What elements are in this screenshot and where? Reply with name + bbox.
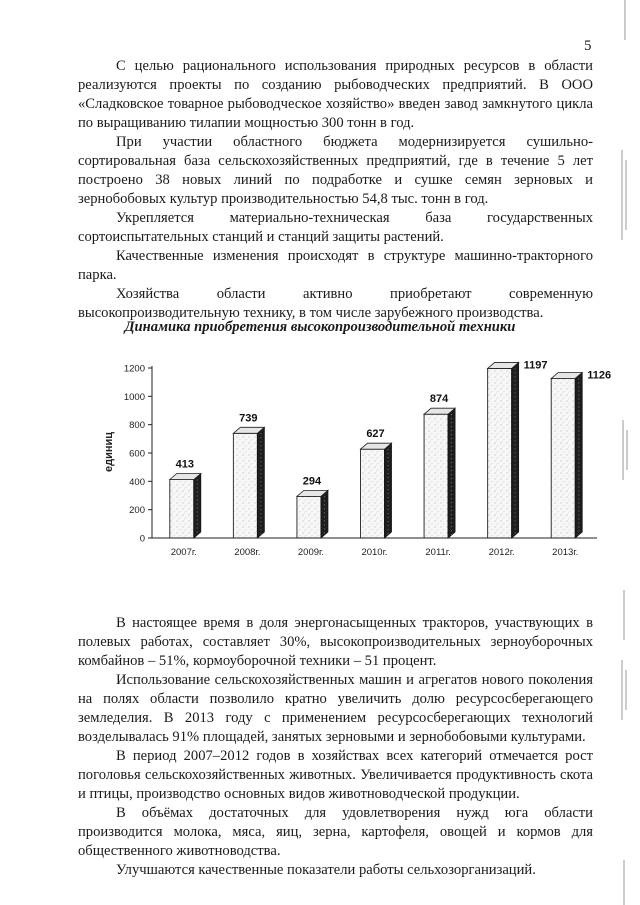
bar	[170, 458, 201, 538]
bar-front	[488, 368, 512, 538]
bar	[233, 412, 264, 538]
paragraph: С целью рационального использования природных ресурсов в области реализуются проекты по созданию рыбоводческих предприятий. В ООО «Сладковское товарное рыбоводческое хозяйство» введен завод замкнутого цикла по выращиванию тилапии мощностью 300 тонн в год.	[78, 58, 593, 131]
y-tick-label: 400	[129, 476, 145, 488]
paragraph: Хозяйства области активно приобретают современную высокопроизводительную технику, в том числе зарубежного производства.	[78, 286, 593, 321]
paragraph: Использование сельскохозяйственных машин и агрегатов нового поколения на полях области позволило кратно увеличить долю ресурсосберегающего земледелия. В 2013 году с применением ресурсосберегающих технологий возделывалась 91% площадей, занятых зерновыми и зернобобовыми культурами.	[78, 672, 593, 745]
bar	[361, 428, 392, 538]
data-label: 739	[239, 412, 258, 425]
x-tick-label: 2012г.	[488, 547, 515, 558]
y-tick-label: 800	[129, 420, 145, 432]
paragraph: В объёмах достаточных для удовлетворения нужд юга области производится молока, мяса, яиц, зерна, картофеля, овощей и кормов для общественного животноводства.	[78, 805, 593, 859]
data-label: 874	[429, 393, 449, 406]
bar	[424, 393, 455, 538]
bar-front	[551, 378, 575, 538]
y-tick-label: 1000	[123, 391, 145, 403]
y-tick-label: 0	[139, 533, 145, 545]
paragraph: При участии областного бюджета модернизируется сушильно-сортировальная база сельскохозяйственных предприятий, где в течение 5 лет построено 38 новых линий по подработке и сушке семян зерновых и зернобобовых культур производительностью 54,8 тыс. тонн в год.	[78, 134, 593, 207]
scan-edge-artifact	[619, 0, 631, 905]
paragraph: Качественные изменения происходят в структуре машинно-тракторного парка.	[78, 248, 593, 283]
bar-front	[233, 433, 257, 538]
data-label: 627	[366, 428, 385, 441]
data-label: 294	[302, 475, 322, 488]
y-tick-label: 1200	[123, 363, 145, 375]
data-label: 1126	[587, 369, 612, 382]
x-tick-label: 2013г.	[552, 547, 579, 558]
paragraph: Улучшаются качественные показатели работы сельхозорганизаций.	[116, 862, 536, 878]
body-text-top	[78, 57, 593, 323]
y-tick-label: 600	[129, 448, 145, 460]
machinery-bar-chart	[92, 352, 612, 577]
paragraph: Укрепляется материально-техническая база государственных сортоиспытательных станций и станций защиты растений.	[78, 210, 593, 245]
x-tick-label: 2009г.	[297, 547, 324, 558]
bar-front	[170, 479, 194, 538]
y-tick-label: 200	[129, 505, 145, 517]
y-axis	[124, 364, 152, 545]
bar-front	[297, 496, 321, 538]
paragraph: В настоящее время в доля энергонасыщенных тракторов, участвующих в полевых работах, составляет 30%, высокопроизводительных зерноуборочных комбайнов – 51%, кормоуборочной техники – 51 процент.	[78, 615, 593, 669]
x-tick-label: 2007г.	[170, 547, 197, 558]
bar-front	[361, 449, 385, 538]
y-axis-label: единиц	[103, 431, 115, 473]
bar	[488, 359, 548, 538]
body-text-bottom	[78, 614, 593, 880]
x-axis	[152, 538, 597, 558]
data-label: 1197	[523, 359, 548, 372]
bar	[297, 475, 328, 538]
x-tick-label: 2010г.	[361, 547, 388, 558]
chart-title: Динамика приобретения высокопроизводительной техники	[124, 319, 516, 335]
x-tick-label: 2011г.	[425, 547, 451, 558]
bar	[551, 369, 611, 538]
bar-side	[321, 490, 328, 538]
paragraph: В период 2007–2012 годов в хозяйствах всех категорий отмечается рост поголовья сельскохозяйственных животных. Увеличивается продуктивность скота и птицы, производство основных видов животноводческой продукции.	[78, 748, 593, 802]
page-number: 5	[584, 38, 592, 54]
bars	[170, 359, 611, 538]
data-label: 413	[175, 458, 194, 471]
bar-front	[424, 414, 448, 538]
x-tick-label: 2008г.	[234, 547, 261, 558]
